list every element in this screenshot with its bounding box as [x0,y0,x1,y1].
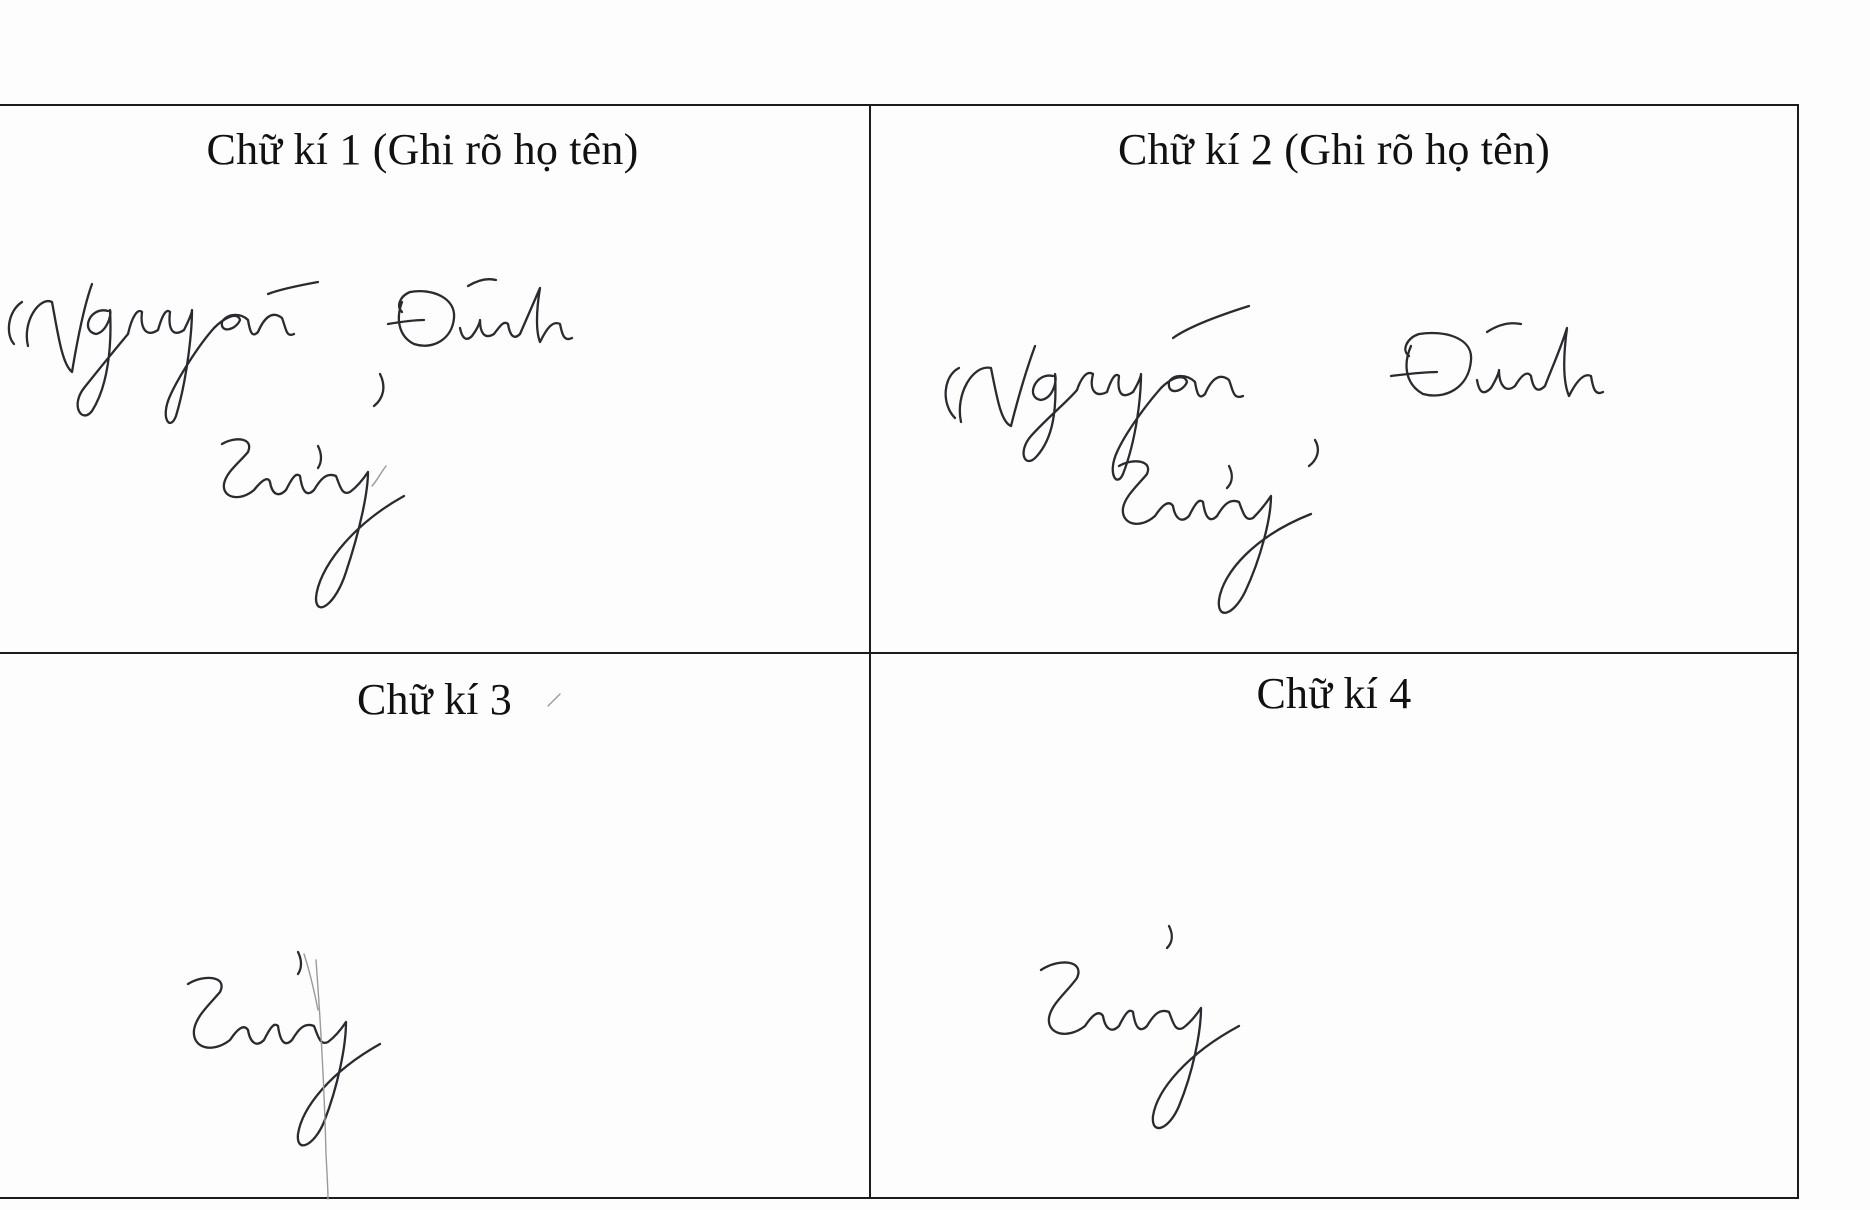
signature-cell-3 [0,654,871,1197]
signature-cell-4 [871,654,1797,1197]
signature-cell-1 [0,106,871,654]
handwritten-signature-2 [871,106,1797,652]
signature-cell-3-title: Chữ kí 3 [356,675,513,724]
signature-cell-1-title: Chữ kí 1 (Ghi rõ họ tên) [206,125,639,174]
signature-cell-2-title: Chữ kí 2 (Ghi rõ họ tên) [1118,125,1550,174]
signature-table [0,104,1799,1199]
handwritten-signature-4 [871,654,1797,1199]
handwritten-signature-1 [0,106,869,652]
signature-cell-4-title: Chữ kí 4 [1256,669,1412,718]
handwritten-signature-3 [0,654,869,1199]
signature-cell-2 [871,106,1797,654]
